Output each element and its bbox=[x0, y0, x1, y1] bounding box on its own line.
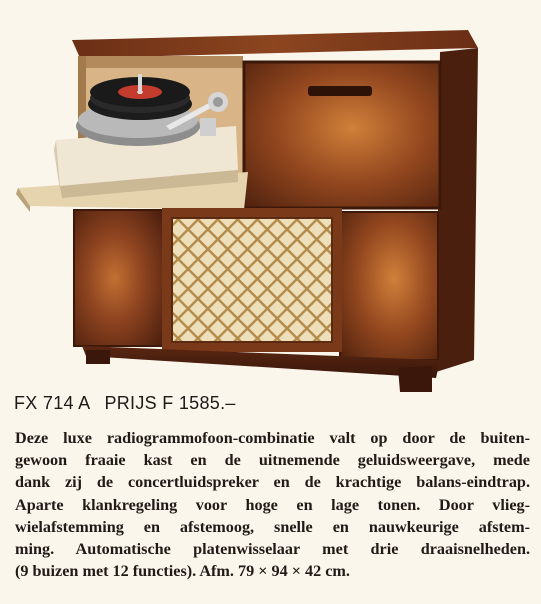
speaker-grille bbox=[172, 218, 332, 342]
description-line: (9 buizen met 12 functies). Afm. 79 × 94 × 42 cm. bbox=[15, 562, 350, 581]
product-heading bbox=[14, 393, 534, 414]
spindle bbox=[138, 74, 142, 94]
description-line: dank zij de concertluidspreker en de krachtige balans-eindtrap. bbox=[15, 473, 530, 492]
foot-right bbox=[398, 366, 432, 392]
price: PRIJS F 1585.– bbox=[104, 393, 236, 413]
description-line: Deze luxe radiogrammofoon-combinatie valt op door de buiten- bbox=[15, 429, 530, 447]
cabinet-top bbox=[72, 30, 478, 58]
product-description bbox=[15, 427, 530, 582]
foot-left bbox=[86, 350, 110, 364]
right-door bbox=[340, 212, 438, 360]
drawer-handle bbox=[308, 86, 372, 96]
description-line: gewoon fraaie kast en de uitnemende geluidsweergave, mede bbox=[15, 451, 530, 470]
description-line: ming. Automatische platenwisselaar met drie draaisnelheden. bbox=[15, 540, 530, 559]
model-number: FX 714 A bbox=[14, 393, 91, 413]
description-line: Aparte klankregeling voor hoge en lage tonen. Door vlieg- bbox=[15, 495, 530, 514]
left-door bbox=[74, 210, 164, 346]
description-line: wielafstemming en afstemoog, snelle en nauwkeurige afstem- bbox=[15, 517, 530, 536]
radio-drawer bbox=[244, 62, 440, 208]
cabinet-side bbox=[436, 48, 478, 372]
